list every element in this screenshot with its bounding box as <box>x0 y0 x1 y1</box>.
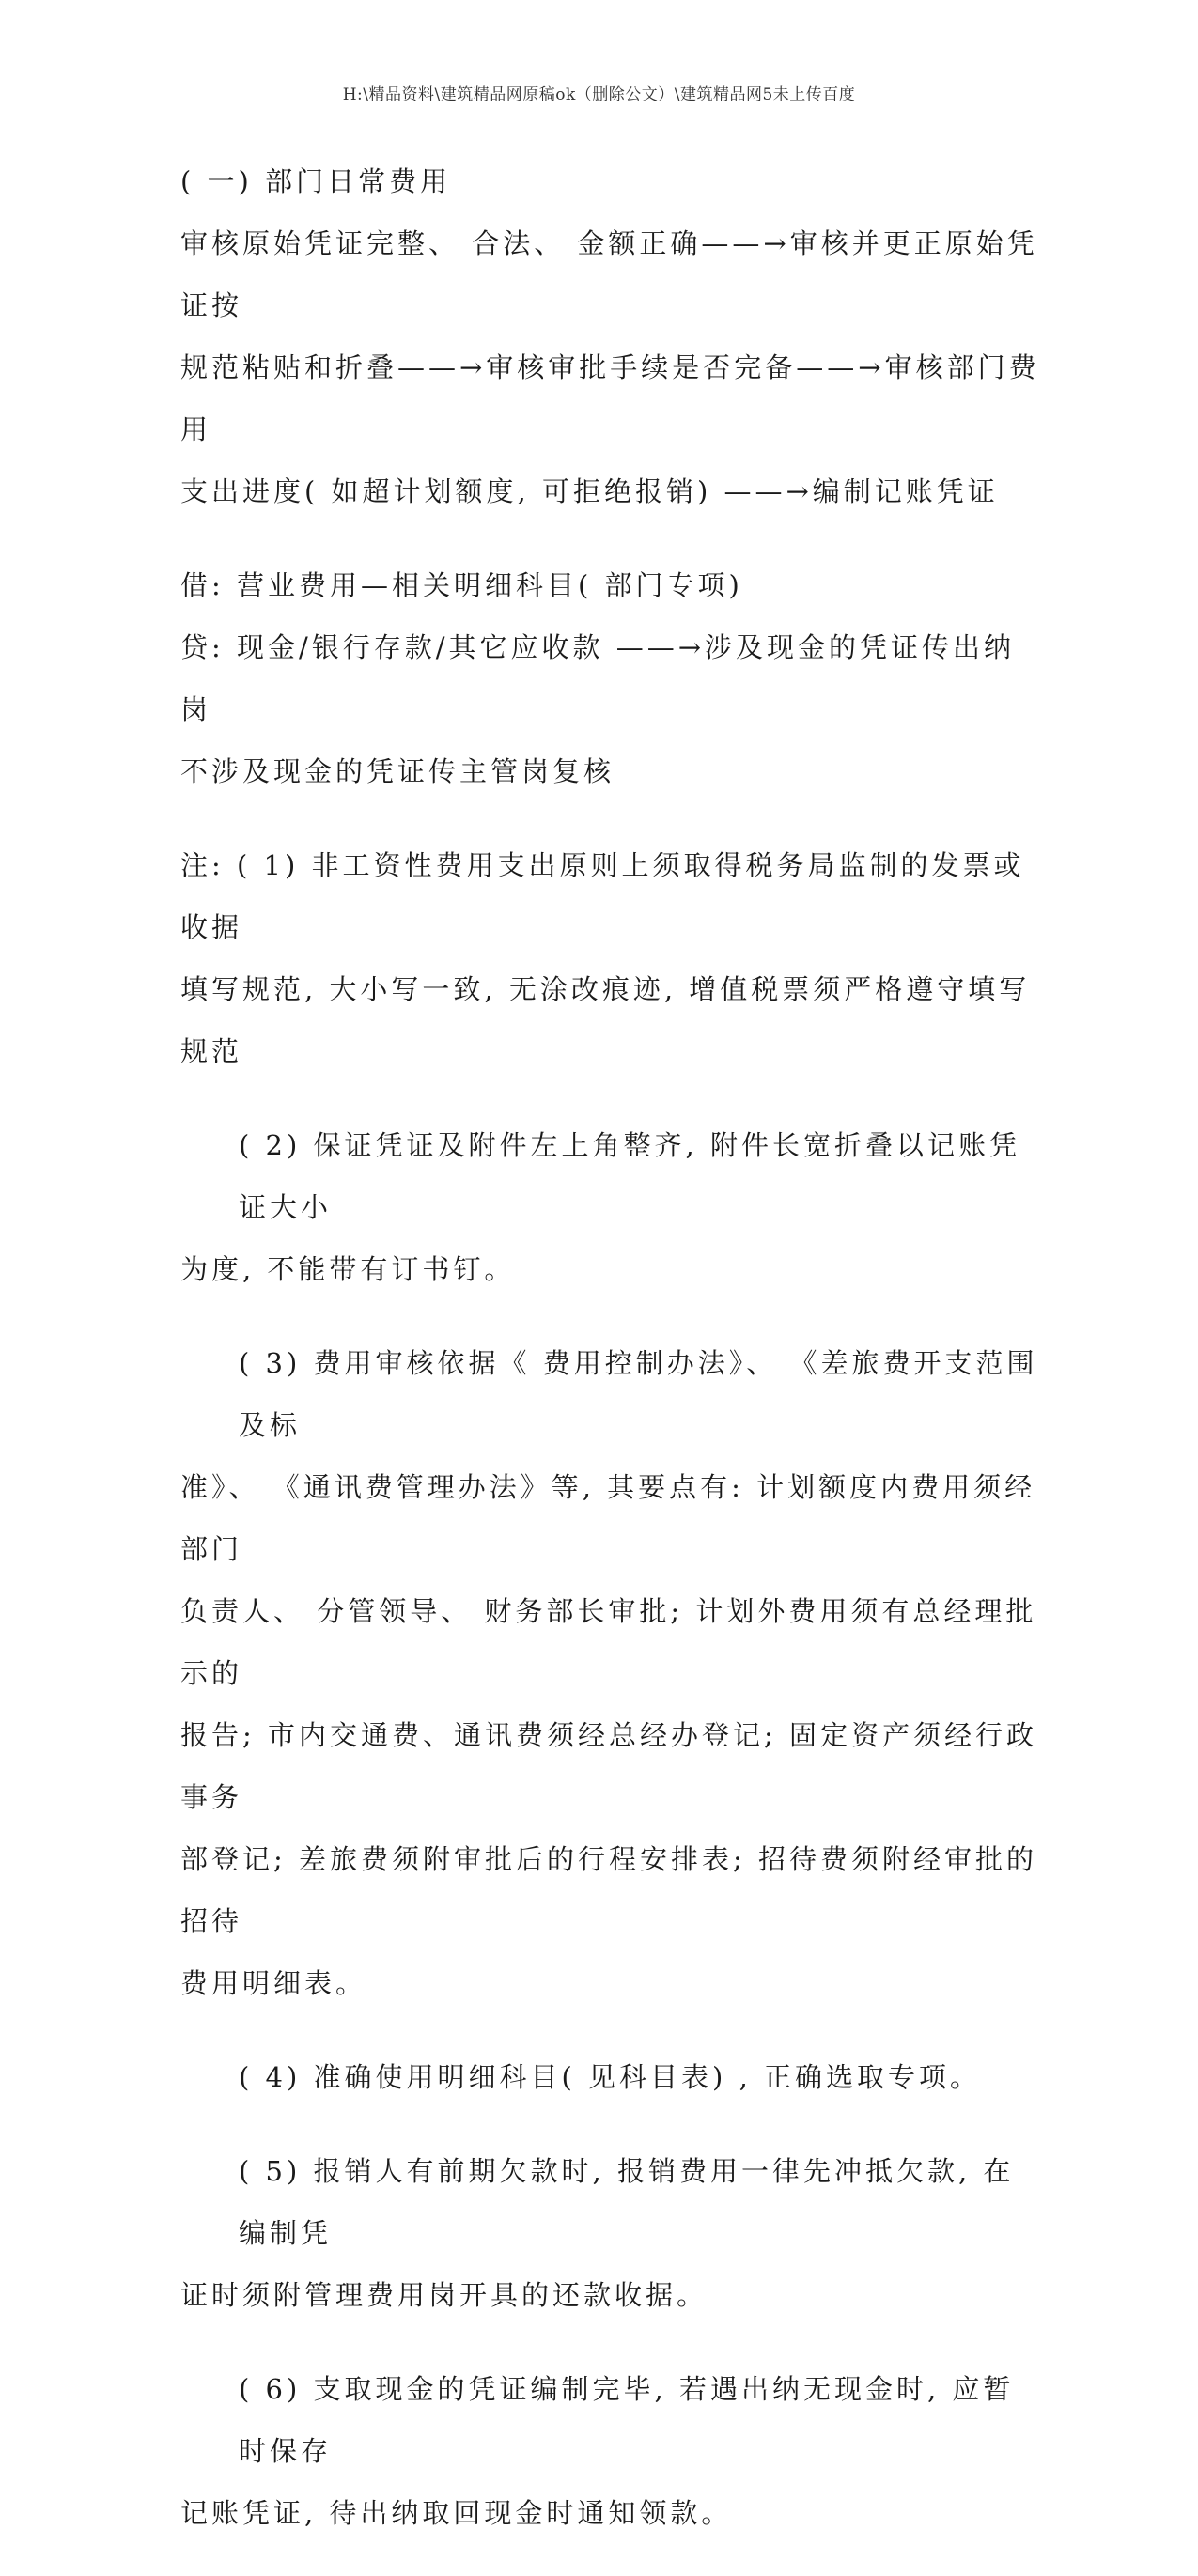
flow-line: 支出进度( 如超计划额度, 可拒绝报销) ——→编制记账凭证 <box>180 475 999 507</box>
file-path-header: H:\精品资料\建筑精品网原稿ok（删除公文）\建筑精品网5未上传百度 <box>342 85 856 104</box>
note-6 <box>180 2358 1045 2544</box>
flow-line: 规范粘贴和折叠——→审核审批手续是否完备——→审核部门费用 <box>180 351 1040 445</box>
credit-line: 贷: 现金/银行存款/其它应收款 ——→涉及现金的凭证传出纳岗 <box>180 631 1016 725</box>
note-line: 报告; 市内交通费、通讯费须经总经办登记; 固定资产须经行政事务 <box>180 1719 1037 1813</box>
note-line: ( 3) 费用审核依据《 费用控制办法》、 《差旅费开支范围及标 <box>239 1347 1038 1441</box>
flow-line: 审核原始凭证完整、 合法、 金额正确——→审核并更正原始凭证按 <box>180 227 1038 321</box>
note-5 <box>180 2140 1045 2326</box>
document-body <box>180 150 1045 2576</box>
note-line: ( 5) 报销人有前期欠款时, 报销费用一律先冲抵欠款, 在编制凭 <box>239 2155 1015 2249</box>
note-line: ( 4) 准确使用明细科目( 见科目表) , 正确选取专项。 <box>239 2061 982 2093</box>
note-line: ( 2) 保证凭证及附件左上角整齐, 附件长宽折叠以记账凭证大小 <box>239 1129 1020 1223</box>
note-line: 填写规范, 大小写一致, 无涂改痕迹, 增值税票须严格遵守填写规范 <box>180 973 1031 1067</box>
note-line: 负责人、 分管领导、 财务部长审批; 计划外费用须有总经理批示的 <box>180 1595 1037 1689</box>
process-flow <box>180 212 1045 522</box>
note-line: 记账凭证, 待出纳取回现金时通知领款。 <box>180 2497 733 2529</box>
credit-entry <box>180 616 1045 802</box>
note-line: 证时须附管理费用岗开具的还款收据。 <box>180 2279 708 2311</box>
note-3 <box>180 1332 1045 2014</box>
note-line: 准》、 《通讯费管理办法》等, 其要点有: 计划额度内费用须经部门 <box>180 1471 1036 1565</box>
debit-entry: 借: 营业费用—相关明细科目( 部门专项) <box>180 569 743 601</box>
note-2 <box>180 1114 1045 1300</box>
note-4 <box>180 2046 1045 2108</box>
note-line: 费用明细表。 <box>180 1967 367 1999</box>
note-line: 注: ( 1) 非工资性费用支出原则上须取得税务局监制的发票或收据 <box>180 849 1025 943</box>
note-line: 部登记; 差旅费须附审批后的行程安排表; 招待费须附经审批的招待 <box>180 1843 1037 1937</box>
note-line: ( 6) 支取现金的凭证编制完毕, 若遇出纳无现金时, 应暂时保存 <box>239 2373 1015 2467</box>
note-1 <box>180 834 1045 1082</box>
credit-line: 不涉及现金的凭证传主管岗复核 <box>180 755 615 787</box>
section-title: ( 一) 部门日常费用 <box>180 165 452 197</box>
note-line: 为度, 不能带有订书钉。 <box>180 1253 516 1285</box>
